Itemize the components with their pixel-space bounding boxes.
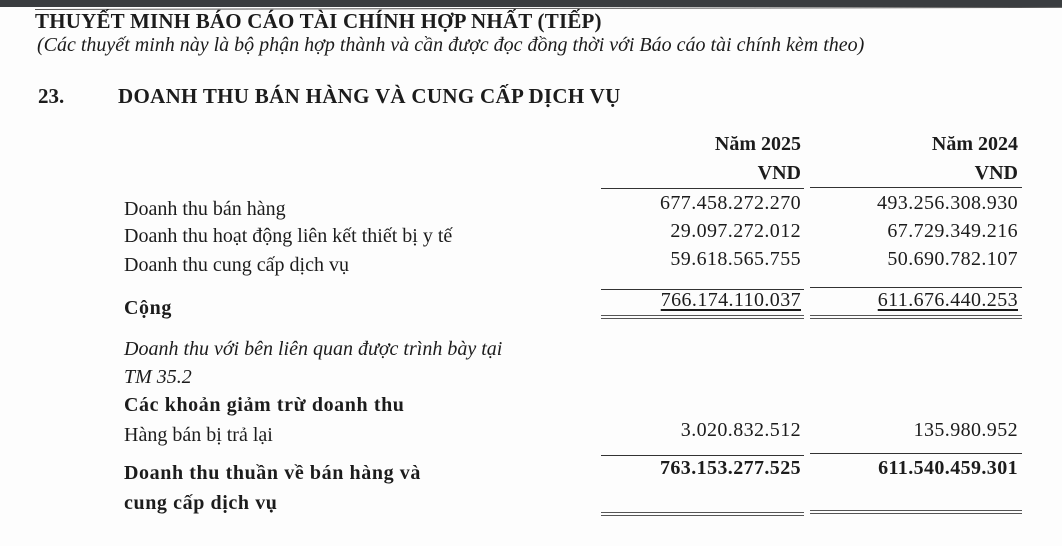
column-header-2024-year: Năm 2024 bbox=[931, 133, 1018, 155]
net-rule-2024 bbox=[810, 453, 1022, 454]
net-label-line2: cung cấp dịch vụ bbox=[124, 492, 278, 514]
total-double-rule-2025 bbox=[601, 315, 804, 319]
related-party-note-line2: TM 35.2 bbox=[124, 366, 192, 388]
scan-top-border bbox=[0, 0, 1062, 7]
value-2024: 135.980.952 bbox=[913, 419, 1018, 441]
row-label: Doanh thu hoạt động liên kết thiết bị y tế bbox=[124, 225, 453, 247]
row-label: Doanh thu bán hàng bbox=[124, 198, 286, 220]
related-party-note-line1: Doanh thu với bên liên quan được trình bày tại bbox=[124, 338, 503, 360]
net-label-line1: Doanh thu thuần về bán hàng và bbox=[124, 462, 421, 484]
column-header-2024-unit: VND bbox=[974, 162, 1018, 184]
value-2025: 29.097.272.012 bbox=[670, 220, 801, 242]
value-2024: 50.690.782.107 bbox=[887, 248, 1018, 270]
document-subtitle: (Các thuyết minh này là bộ phận hợp thành và cần được đọc đồng thời với Báo cáo tài chính kèm theo) bbox=[37, 34, 865, 56]
row-label: Hàng bán bị trả lại bbox=[124, 424, 273, 446]
net-double-rule-2025 bbox=[601, 512, 804, 516]
total-value-2024: 611.676.440.253 bbox=[877, 289, 1018, 311]
row-label: Doanh thu cung cấp dịch vụ bbox=[124, 254, 349, 276]
header-rule-2025 bbox=[601, 188, 804, 189]
deductions-heading: Các khoản giảm trừ doanh thu bbox=[124, 394, 405, 416]
net-rule-2025 bbox=[601, 455, 804, 456]
value-2025: 3.020.832.512 bbox=[680, 419, 801, 441]
section-number: 23. bbox=[38, 84, 65, 108]
section-title: DOANH THU BÁN HÀNG VÀ CUNG CẤP DỊCH VỤ bbox=[118, 84, 621, 108]
net-value-2025: 763.153.277.525 bbox=[660, 457, 801, 479]
value-2024: 493.256.308.930 bbox=[877, 192, 1018, 214]
net-double-rule-2024 bbox=[810, 510, 1022, 514]
document-title: THUYẾT MINH BÁO CÁO TÀI CHÍNH HỢP NHẤT (TIẾP) bbox=[35, 9, 602, 33]
value-2025: 59.618.565.755 bbox=[670, 248, 801, 270]
value-2025: 677.458.272.270 bbox=[660, 192, 801, 214]
value-2024: 67.729.349.216 bbox=[887, 220, 1018, 242]
total-double-rule-2024 bbox=[810, 315, 1022, 319]
header-rule-2024 bbox=[810, 187, 1022, 188]
net-value-2024: 611.540.459.301 bbox=[878, 457, 1018, 479]
column-header-2025-year: Năm 2025 bbox=[714, 133, 801, 155]
column-header-2025-unit: VND bbox=[757, 162, 801, 184]
subtotal-rule-2024 bbox=[810, 287, 1022, 288]
total-label: Cộng bbox=[124, 297, 172, 319]
total-value-2025: 766.174.110.037 bbox=[660, 289, 801, 311]
